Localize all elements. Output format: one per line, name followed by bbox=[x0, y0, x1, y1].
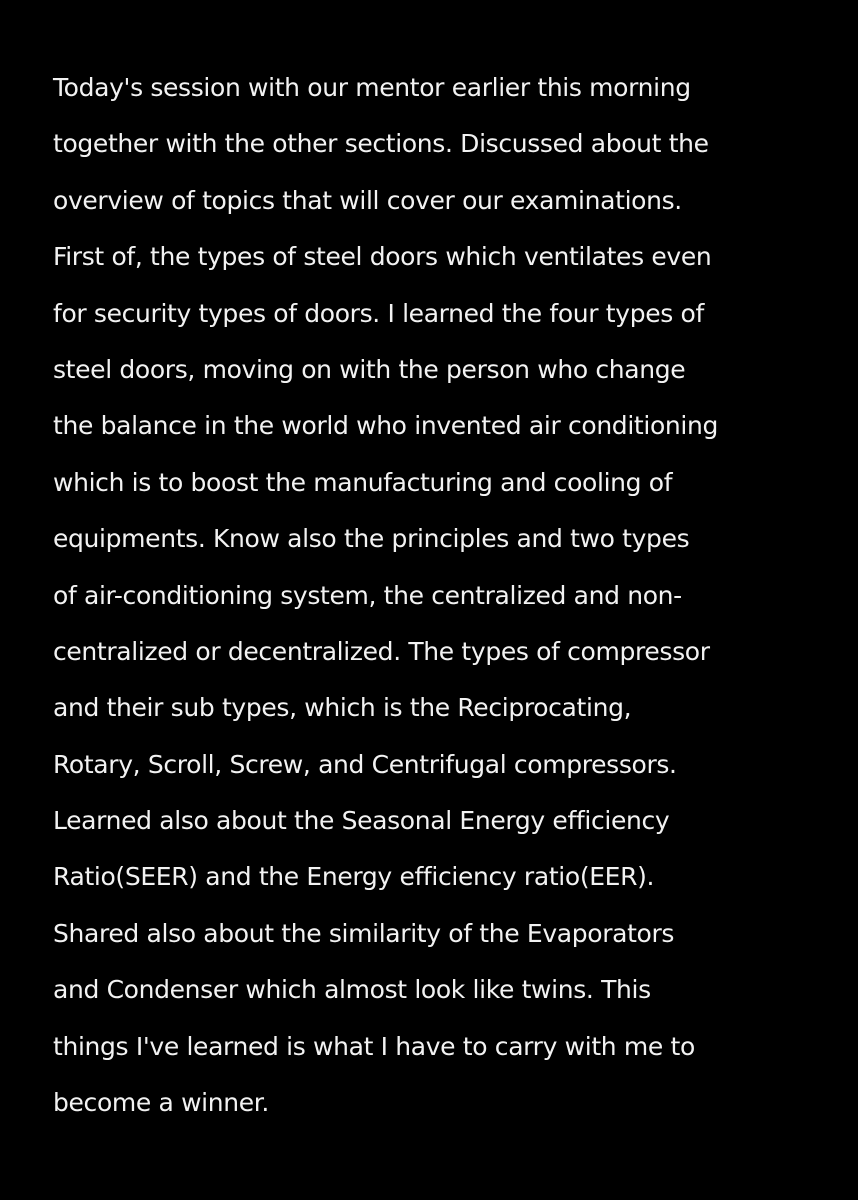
note-body bbox=[53, 60, 843, 1131]
note-line: become a winner. bbox=[53, 1088, 270, 1118]
note-line: Today's session with our mentor earlier this morning bbox=[53, 73, 691, 102]
note-line: which is to boost the manufacturing and cooling of bbox=[53, 467, 673, 497]
note-line: Shared also about the similarity of the Evaporators bbox=[53, 918, 675, 948]
note-line: of air-conditioning system, the centralized and non- bbox=[53, 580, 682, 610]
note-line: Ratio(SEER) and the Energy efficiency ratio(EER). bbox=[53, 862, 655, 892]
note-line: Learned also about the Seasonal Energy efficiency bbox=[53, 806, 670, 836]
note-line: centralized or decentralized. The types of compressor bbox=[53, 636, 710, 666]
note-line: the balance in the world who invented air conditioning bbox=[53, 411, 719, 441]
note-line: equipments. Know also the principles and two types bbox=[53, 524, 690, 554]
note-line: Rotary, Scroll, Screw, and Centrifugal compressors. bbox=[53, 749, 677, 779]
note-line: First of, the types of steel doors which ventilates even bbox=[53, 242, 712, 272]
note-line: things I've learned is what I have to carry with me to bbox=[53, 1031, 695, 1061]
note-line: steel doors, moving on with the person who change bbox=[53, 354, 686, 384]
note-line: and their sub types, which is the Reciprocating, bbox=[53, 693, 632, 723]
note-line: together with the other sections. Discussed about the bbox=[53, 129, 709, 159]
note-line: and Condenser which almost look like twins. This bbox=[53, 975, 651, 1005]
note-line: for security types of doors. I learned the four types of bbox=[53, 298, 704, 328]
note-line: overview of topics that will cover our examinations. bbox=[53, 185, 682, 215]
